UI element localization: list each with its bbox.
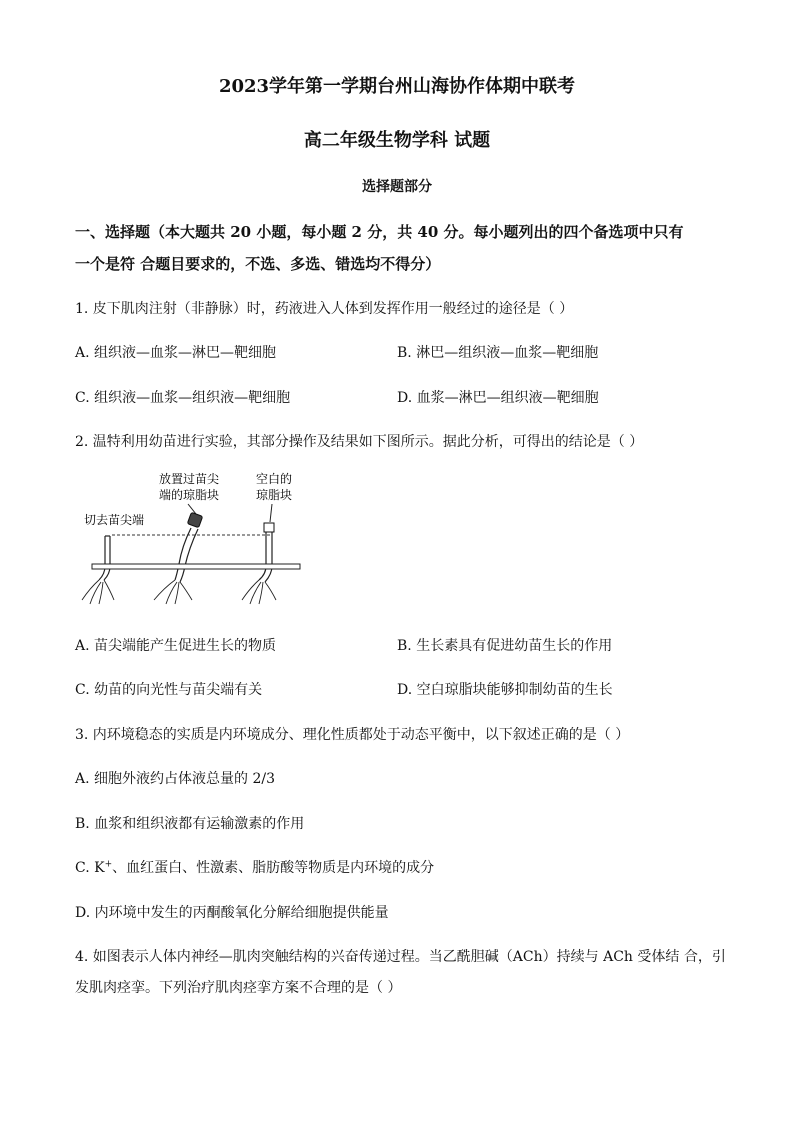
- label-agar-with-tip-line2: 端的琼脂块: [159, 488, 220, 502]
- q1-option-b: B. 淋巴—组织液—血浆—靶细胞: [397, 345, 599, 361]
- q2-stem: 2. 温特利用幼苗进行实验，其部分操作及结果如下图所示。据此分析，可得出的结论是（ ）: [75, 434, 644, 450]
- label-cut-tip: 切去苗尖端: [84, 513, 145, 527]
- section-instructions-line1: 一、选择题（本大题共 20 小题，每小题 2 分，共 40 分。每小题列出的四个备选项中只有: [75, 223, 684, 241]
- q2-option-c: C. 幼苗的向光性与苗尖端有关: [75, 682, 263, 698]
- q3-option-c-rest: 、血红蛋白、性激素、脂肪酸等物质是内环境的成分: [112, 860, 435, 876]
- agar-block-with-tip: [187, 512, 202, 527]
- seedling-decapitated: [82, 536, 114, 604]
- q1-stem: 1. 皮下肌肉注射（非静脉）时，药液进入人体到发挥作用一般经过的途径是（ ）: [75, 301, 574, 317]
- q1-option-a: A. 组织液—血浆—淋巴—靶细胞: [75, 345, 277, 361]
- part-heading: 选择题部分: [362, 179, 432, 195]
- blank-agar-block: [264, 523, 274, 532]
- q3-option-b: B. 血浆和组织液都有运输激素的作用: [75, 816, 305, 832]
- q3-option-d: D. 内环境中发生的丙酮酸氧化分解给细胞提供能量: [75, 905, 389, 921]
- q4-stem-line1: 4. 如图表示人体内神经—肌肉突触结构的兴奋传递过程。当乙酰胆碱（ACh）持续与 ACh 受体结 合，引: [75, 949, 726, 965]
- q3-stem: 3. 内环境稳态的实质是内环境成分、理化性质都处于动态平衡中，以下叙述正确的是（ ）: [75, 727, 630, 743]
- q3-option-a: A. 细胞外液约占体液总量的 2/3: [75, 771, 275, 787]
- exam-subtitle: 高二年级生物学科 试题: [303, 130, 491, 151]
- q4-stem-line2: 发肌肉痉挛。下列治疗肌肉痉挛方案不合理的是（ ）: [75, 980, 402, 996]
- support-platform: [92, 564, 300, 569]
- label-agar-with-tip-line1: 放置过苗尖: [159, 472, 220, 486]
- label-blank-agar-line2: 琼脂块: [256, 488, 293, 502]
- leader-line-blank: [270, 504, 272, 522]
- q1-option-c: C. 组织液—血浆—组织液—靶细胞: [75, 390, 291, 406]
- section-instructions-line2: 一个是符 合题目要求的，不选、多选、错选均不得分）: [75, 255, 441, 273]
- q1-option-d: D. 血浆—淋巴—组织液—靶细胞: [397, 390, 599, 406]
- q3-option-c: [75, 857, 434, 877]
- label-blank-agar-line1: 空白的: [256, 472, 293, 486]
- q3-option-c-prefix: C. K: [75, 860, 105, 876]
- q2-option-b: B. 生长素具有促进幼苗生长的作用: [397, 638, 613, 654]
- q2-option-d: D. 空白琼脂块能够抑制幼苗的生长: [397, 682, 613, 698]
- exam-title: 2023学年第一学期台州山海协作体期中联考: [218, 76, 576, 97]
- q2-option-a: A. 苗尖端能产生促进生长的物质: [75, 638, 277, 654]
- q3-option-c-superscript: +: [104, 859, 113, 870]
- seedling-experiment-figure: [72, 466, 322, 608]
